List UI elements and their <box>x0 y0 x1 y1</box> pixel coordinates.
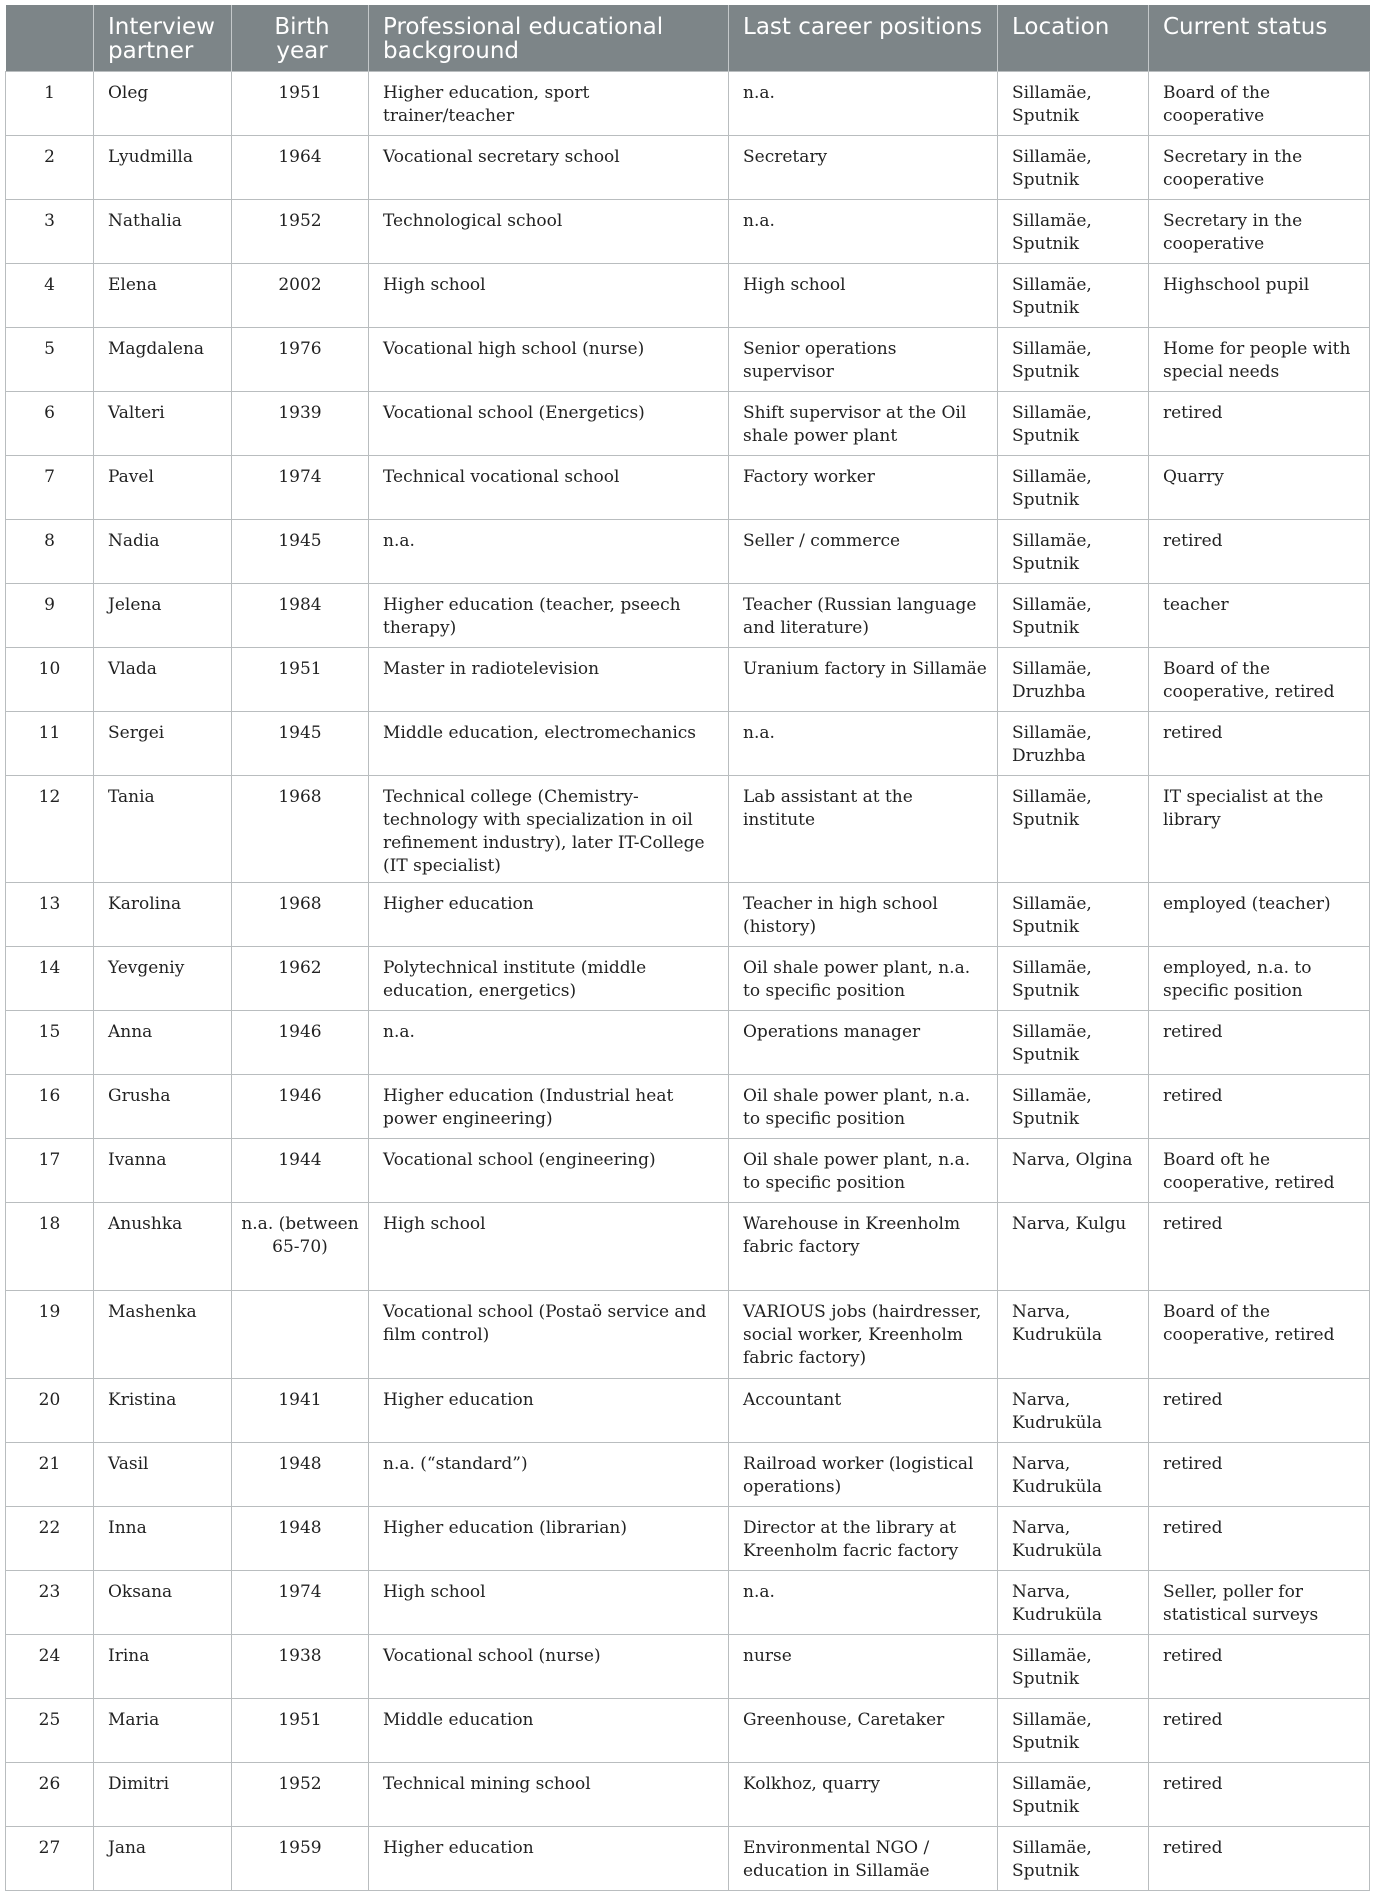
birth-year-cell: 1945 <box>232 711 369 775</box>
row-number-cell: 11 <box>6 711 94 775</box>
location-cell: Narva, Olgina <box>998 1138 1149 1202</box>
career-cell: Director at the library at Kreenholm facric factory <box>729 1506 998 1570</box>
education-cell: n.a. (“standard”) <box>369 1442 729 1506</box>
header-current-status: Current status <box>1149 5 1370 71</box>
table-body <box>6 71 1370 1890</box>
location-cell: Sillamäe, Sputnik <box>998 1762 1149 1826</box>
status-cell: Board of the cooperative, retired <box>1149 1290 1370 1378</box>
birth-year-cell <box>232 1290 369 1378</box>
location-cell: Sillamäe, Sputnik <box>998 1634 1149 1698</box>
location-cell: Sillamäe, Sputnik <box>998 455 1149 519</box>
career-cell: Oil shale power plant, n.a. to specific position <box>729 1074 998 1138</box>
interview-partner-cell: Grusha <box>94 1074 232 1138</box>
interview-partner-cell: Magdalena <box>94 327 232 391</box>
career-cell: Kolkhoz, quarry <box>729 1762 998 1826</box>
career-cell: Oil shale power plant, n.a. to specific position <box>729 1138 998 1202</box>
row-number-cell: 10 <box>6 647 94 711</box>
education-cell: n.a. <box>369 1010 729 1074</box>
location-cell: Sillamäe, Sputnik <box>998 583 1149 647</box>
table-row <box>6 263 1370 327</box>
row-number-cell: 15 <box>6 1010 94 1074</box>
education-cell: Vocational school (Energetics) <box>369 391 729 455</box>
career-cell: n.a. <box>729 71 998 135</box>
row-number-cell: 9 <box>6 583 94 647</box>
career-cell: Environmental NGO / education in Sillamäe <box>729 1826 998 1890</box>
table-row <box>6 1634 1370 1698</box>
row-number-cell: 22 <box>6 1506 94 1570</box>
interview-partner-cell: Anushka <box>94 1202 232 1290</box>
location-cell: Sillamäe, Sputnik <box>998 519 1149 583</box>
education-cell: Technical college (Chemistry-technology with specialization in oil refinement industry), later IT-College (IT specialist) <box>369 775 729 882</box>
birth-year-cell: 1941 <box>232 1378 369 1442</box>
location-cell: Sillamäe, Sputnik <box>998 882 1149 946</box>
table-row <box>6 1762 1370 1826</box>
education-cell: Vocational secretary school <box>369 135 729 199</box>
status-cell: retired <box>1149 711 1370 775</box>
career-cell: n.a. <box>729 199 998 263</box>
header-location: Location <box>998 5 1149 71</box>
location-cell: Narva, Kudruküla <box>998 1290 1149 1378</box>
education-cell: Vocational school (Postaö service and film control) <box>369 1290 729 1378</box>
career-cell: Operations manager <box>729 1010 998 1074</box>
table-row <box>6 1506 1370 1570</box>
status-cell: retired <box>1149 519 1370 583</box>
career-cell: High school <box>729 263 998 327</box>
status-cell: Secretary in the cooperative <box>1149 135 1370 199</box>
status-cell: Secretary in the cooperative <box>1149 199 1370 263</box>
interview-partner-cell: Dimitri <box>94 1762 232 1826</box>
career-cell: Seller / commerce <box>729 519 998 583</box>
birth-year-cell: 1984 <box>232 583 369 647</box>
education-cell: Master in radiotelevision <box>369 647 729 711</box>
interview-partner-cell: Jelena <box>94 583 232 647</box>
header-interview-partner: Interview partner <box>94 5 232 71</box>
table-row <box>6 1378 1370 1442</box>
status-cell: retired <box>1149 1202 1370 1290</box>
status-cell: retired <box>1149 1826 1370 1890</box>
row-number-cell: 17 <box>6 1138 94 1202</box>
row-number-cell: 23 <box>6 1570 94 1634</box>
table-row <box>6 1074 1370 1138</box>
interview-partner-cell: Kristina <box>94 1378 232 1442</box>
education-cell: Middle education <box>369 1698 729 1762</box>
status-cell: Highschool pupil <box>1149 263 1370 327</box>
table-row <box>6 946 1370 1010</box>
birth-year-cell: 1945 <box>232 519 369 583</box>
table-row <box>6 391 1370 455</box>
location-cell: Sillamäe, Sputnik <box>998 1010 1149 1074</box>
status-cell: Board of the cooperative, retired <box>1149 647 1370 711</box>
education-cell: Higher education <box>369 882 729 946</box>
interview-partner-cell: Inna <box>94 1506 232 1570</box>
birth-year-cell: 1952 <box>232 199 369 263</box>
table-row <box>6 1138 1370 1202</box>
header-career-positions: Last career positions <box>729 5 998 71</box>
interview-partner-cell: Maria <box>94 1698 232 1762</box>
header-row <box>6 5 1370 71</box>
status-cell: retired <box>1149 1074 1370 1138</box>
education-cell: High school <box>369 1202 729 1290</box>
education-cell: Technical vocational school <box>369 455 729 519</box>
education-cell: Higher education (teacher, pseech therapy) <box>369 583 729 647</box>
table-header <box>6 5 1370 71</box>
table-row <box>6 71 1370 135</box>
location-cell: Sillamäe, Sputnik <box>998 71 1149 135</box>
education-cell: Middle education, electromechanics <box>369 711 729 775</box>
row-number-cell: 16 <box>6 1074 94 1138</box>
row-number-cell: 25 <box>6 1698 94 1762</box>
career-cell: Greenhouse, Caretaker <box>729 1698 998 1762</box>
birth-year-cell: 1974 <box>232 1570 369 1634</box>
table-row <box>6 647 1370 711</box>
birth-year-cell: 1944 <box>232 1138 369 1202</box>
interview-partner-cell: Tania <box>94 775 232 882</box>
row-number-cell: 13 <box>6 882 94 946</box>
location-cell: Sillamäe, Sputnik <box>998 1074 1149 1138</box>
interview-partner-cell: Elena <box>94 263 232 327</box>
career-cell: VARIOUS jobs (hairdresser, social worker, Kreenholm fabric factory) <box>729 1290 998 1378</box>
education-cell: Polytechnical institute (middle education, energetics) <box>369 946 729 1010</box>
status-cell: retired <box>1149 1378 1370 1442</box>
status-cell: employed, n.a. to specific position <box>1149 946 1370 1010</box>
row-number-cell: 19 <box>6 1290 94 1378</box>
row-number-cell: 4 <box>6 263 94 327</box>
interview-partner-cell: Irina <box>94 1634 232 1698</box>
education-cell: Vocational school (nurse) <box>369 1634 729 1698</box>
location-cell: Sillamäe, Sputnik <box>998 946 1149 1010</box>
birth-year-cell: 1952 <box>232 1762 369 1826</box>
interview-partner-cell: Jana <box>94 1826 232 1890</box>
career-cell: Lab assistant at the institute <box>729 775 998 882</box>
interview-partner-cell: Sergei <box>94 711 232 775</box>
birth-year-cell: 2002 <box>232 263 369 327</box>
table-row <box>6 711 1370 775</box>
location-cell: Narva, Kudruküla <box>998 1378 1149 1442</box>
table-row <box>6 775 1370 882</box>
interview-partner-cell: Oksana <box>94 1570 232 1634</box>
location-cell: Sillamäe, Sputnik <box>998 199 1149 263</box>
education-cell: High school <box>369 263 729 327</box>
row-number-cell: 18 <box>6 1202 94 1290</box>
location-cell: Sillamäe, Sputnik <box>998 1698 1149 1762</box>
education-cell: Vocational school (engineering) <box>369 1138 729 1202</box>
education-cell: Higher education <box>369 1826 729 1890</box>
interview-partner-cell: Vasil <box>94 1442 232 1506</box>
status-cell: Board oft he cooperative, retired <box>1149 1138 1370 1202</box>
row-number-cell: 20 <box>6 1378 94 1442</box>
row-number-cell: 14 <box>6 946 94 1010</box>
career-cell: n.a. <box>729 711 998 775</box>
status-cell: Seller, poller for statistical surveys <box>1149 1570 1370 1634</box>
interview-partner-cell: Pavel <box>94 455 232 519</box>
birth-year-cell: 1948 <box>232 1506 369 1570</box>
education-cell: High school <box>369 1570 729 1634</box>
interview-partner-cell: Nathalia <box>94 199 232 263</box>
career-cell: n.a. <box>729 1570 998 1634</box>
birth-year-cell: 1964 <box>232 135 369 199</box>
row-number-cell: 7 <box>6 455 94 519</box>
status-cell: Board of the cooperative <box>1149 71 1370 135</box>
location-cell: Sillamäe, Sputnik <box>998 135 1149 199</box>
birth-year-cell: 1951 <box>232 1698 369 1762</box>
career-cell: Senior operations supervisor <box>729 327 998 391</box>
career-cell: Railroad worker (logistical operations) <box>729 1442 998 1506</box>
birth-year-cell: 1959 <box>232 1826 369 1890</box>
table-row <box>6 1570 1370 1634</box>
birth-year-cell: 1948 <box>232 1442 369 1506</box>
location-cell: Sillamäe, Sputnik <box>998 391 1149 455</box>
row-number-cell: 8 <box>6 519 94 583</box>
career-cell: Uranium factory in Sillamäe <box>729 647 998 711</box>
birth-year-cell: 1946 <box>232 1074 369 1138</box>
location-cell: Narva, Kudruküla <box>998 1506 1149 1570</box>
location-cell: Sillamäe, Sputnik <box>998 1826 1149 1890</box>
table-row <box>6 583 1370 647</box>
table-row <box>6 519 1370 583</box>
interview-partner-cell: Valteri <box>94 391 232 455</box>
row-number-cell: 12 <box>6 775 94 882</box>
birth-year-cell: 1951 <box>232 647 369 711</box>
status-cell: Quarry <box>1149 455 1370 519</box>
interview-partner-cell: Lyudmilla <box>94 135 232 199</box>
table-row <box>6 1826 1370 1890</box>
header-birth-year: Birth year <box>232 5 369 71</box>
birth-year-cell: 1976 <box>232 327 369 391</box>
status-cell: retired <box>1149 1506 1370 1570</box>
status-cell: retired <box>1149 391 1370 455</box>
career-cell: Teacher (Russian language and literature) <box>729 583 998 647</box>
career-cell: Warehouse in Kreenholm fabric factory <box>729 1202 998 1290</box>
education-cell: Higher education <box>369 1378 729 1442</box>
interview-partner-cell: Karolina <box>94 882 232 946</box>
table-row <box>6 1698 1370 1762</box>
row-number-cell: 26 <box>6 1762 94 1826</box>
status-cell: retired <box>1149 1010 1370 1074</box>
table-row <box>6 327 1370 391</box>
row-number-cell: 6 <box>6 391 94 455</box>
table-row <box>6 882 1370 946</box>
interview-partner-cell: Ivanna <box>94 1138 232 1202</box>
birth-year-cell: 1968 <box>232 775 369 882</box>
career-cell: Teacher in high school (history) <box>729 882 998 946</box>
row-number-cell: 21 <box>6 1442 94 1506</box>
birth-year-cell: 1938 <box>232 1634 369 1698</box>
career-cell: nurse <box>729 1634 998 1698</box>
row-number-cell: 27 <box>6 1826 94 1890</box>
row-number-cell: 2 <box>6 135 94 199</box>
birth-year-cell: 1939 <box>232 391 369 455</box>
status-cell: IT specialist at the library <box>1149 775 1370 882</box>
education-cell: Higher education (Industrial heat power engineering) <box>369 1074 729 1138</box>
education-cell: Vocational high school (nurse) <box>369 327 729 391</box>
education-cell: Higher education, sport trainer/teacher <box>369 71 729 135</box>
status-cell: Home for people with special needs <box>1149 327 1370 391</box>
table-row <box>6 1202 1370 1290</box>
status-cell: retired <box>1149 1762 1370 1826</box>
status-cell: teacher <box>1149 583 1370 647</box>
birth-year-cell: n.a. (between 65-70) <box>232 1202 369 1290</box>
table-row <box>6 1442 1370 1506</box>
education-cell: n.a. <box>369 519 729 583</box>
location-cell: Narva, Kudruküla <box>998 1442 1149 1506</box>
career-cell: Accountant <box>729 1378 998 1442</box>
location-cell: Sillamäe, Druzhba <box>998 711 1149 775</box>
education-cell: Higher education (librarian) <box>369 1506 729 1570</box>
row-number-cell: 1 <box>6 71 94 135</box>
birth-year-cell: 1968 <box>232 882 369 946</box>
interview-partner-cell: Nadia <box>94 519 232 583</box>
interview-partner-cell: Yevgeniy <box>94 946 232 1010</box>
header-number <box>6 5 94 71</box>
status-cell: retired <box>1149 1634 1370 1698</box>
status-cell: retired <box>1149 1442 1370 1506</box>
location-cell: Narva, Kudruküla <box>998 1570 1149 1634</box>
career-cell: Shift supervisor at the Oil shale power plant <box>729 391 998 455</box>
table-row <box>6 455 1370 519</box>
location-cell: Sillamäe, Sputnik <box>998 327 1149 391</box>
table-row <box>6 1010 1370 1074</box>
location-cell: Sillamäe, Druzhba <box>998 647 1149 711</box>
row-number-cell: 5 <box>6 327 94 391</box>
career-cell: Oil shale power plant, n.a. to specific position <box>729 946 998 1010</box>
header-educational-background: Professional educational background <box>369 5 729 71</box>
row-number-cell: 3 <box>6 199 94 263</box>
table-row <box>6 1290 1370 1378</box>
birth-year-cell: 1951 <box>232 71 369 135</box>
birth-year-cell: 1974 <box>232 455 369 519</box>
birth-year-cell: 1962 <box>232 946 369 1010</box>
row-number-cell: 24 <box>6 1634 94 1698</box>
table-row <box>6 135 1370 199</box>
interview-partner-cell: Mashenka <box>94 1290 232 1378</box>
table-row <box>6 199 1370 263</box>
birth-year-cell: 1946 <box>232 1010 369 1074</box>
interview-partners-table <box>5 5 1370 1891</box>
career-cell: Secretary <box>729 135 998 199</box>
status-cell: employed (teacher) <box>1149 882 1370 946</box>
education-cell: Technological school <box>369 199 729 263</box>
location-cell: Sillamäe, Sputnik <box>998 263 1149 327</box>
interview-partner-cell: Anna <box>94 1010 232 1074</box>
location-cell: Narva, Kulgu <box>998 1202 1149 1290</box>
interview-partner-cell: Oleg <box>94 71 232 135</box>
location-cell: Sillamäe, Sputnik <box>998 775 1149 882</box>
status-cell: retired <box>1149 1698 1370 1762</box>
career-cell: Factory worker <box>729 455 998 519</box>
interview-partner-cell: Vlada <box>94 647 232 711</box>
education-cell: Technical mining school <box>369 1762 729 1826</box>
